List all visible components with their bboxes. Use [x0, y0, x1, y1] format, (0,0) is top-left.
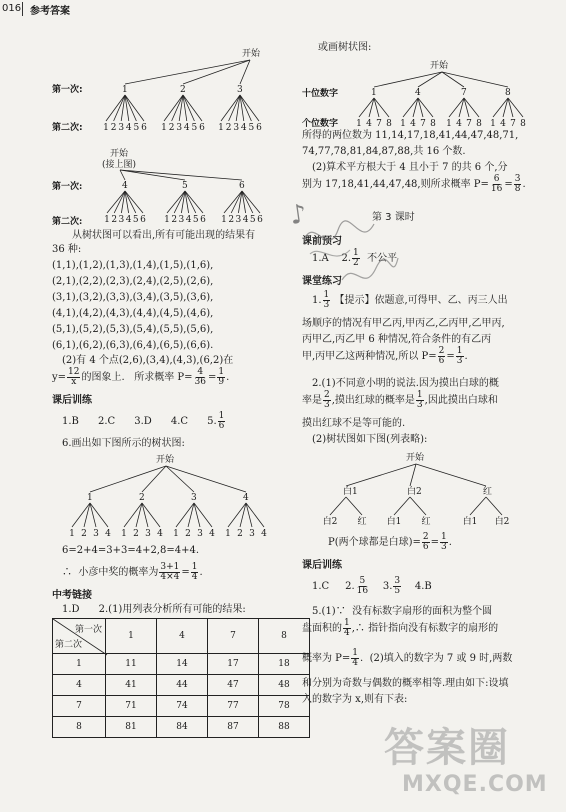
lesson-title: 第 3 课时 — [372, 212, 415, 223]
tree5-leaf: 红 — [357, 517, 367, 527]
page-header — [0, 0, 566, 22]
text-line: (2,1),(2,2),(2,3),(2,4),(2,5),(2,6), — [52, 276, 214, 287]
tree4-node: 7 — [461, 88, 467, 98]
tree2-branch — [120, 170, 185, 180]
tree1-node: 2 — [180, 85, 186, 95]
text-line: (5,1),(5,2),(5,3),(5,4),(5,5),(5,6), — [52, 324, 214, 335]
tree2-leaf: 4 — [125, 215, 132, 225]
tree2-leaf: 1 — [104, 215, 110, 225]
table-header: 4 — [157, 619, 208, 654]
tree5-leaf: 白1 — [386, 517, 402, 527]
tree3-leaf: 4 — [261, 529, 267, 539]
tree2-node: 4 — [122, 181, 128, 191]
tree3-leaf: 4 — [105, 529, 111, 539]
tree1-leaf: 2 — [110, 123, 117, 133]
tree2-leaf: 3 — [235, 215, 242, 225]
text-line: 场顺序的情况有甲乙丙,甲丙乙,乙丙甲,乙甲丙, — [302, 318, 505, 329]
tree4-leaf: 7 — [510, 119, 516, 129]
tree2-row2-label: 第二次: — [52, 217, 83, 227]
text-line: (3,1),(3,2),(3,3),(3,4),(3,5),(3,6), — [52, 292, 214, 303]
tree3-leaf: 2 — [81, 529, 87, 539]
tree2-leaf: 5 — [249, 215, 256, 225]
text-line: 入的数字为 x,则有下表: — [302, 694, 408, 705]
tree1-leaf: 2 — [225, 123, 232, 133]
text-line: 和分别为奇数与偶数的概率相等.理由如下:设填 — [302, 678, 509, 689]
tree3-leaf: 1 — [69, 529, 75, 539]
tree1-node: 3 — [237, 85, 243, 95]
text-line: 74,77,78,81,84,87,88,共 16 个数. — [302, 146, 466, 157]
section-title: 课堂练习 — [302, 276, 342, 287]
tree5-leaf: 白1 — [462, 517, 478, 527]
tree4-node: 8 — [505, 88, 511, 98]
tree4-leaf: 1 — [400, 119, 406, 129]
answers-line: 1.B 2.C 3.D 4.C 5. $\frac{1}{6}$ — [62, 411, 225, 431]
tree2-node: 6 — [239, 181, 245, 191]
tree3-leaf: 3 — [145, 529, 151, 539]
tree2-root: 开始 — [110, 149, 129, 159]
table-row: 4 41 44 47 48 — [53, 675, 310, 696]
tree4-branch — [442, 72, 508, 87]
tree1-leaf: 3 — [118, 123, 125, 133]
equation-6: 6=2+4=3+3=4+2,8=4+4. — [62, 545, 200, 556]
section-title: 中考链接 — [52, 590, 92, 601]
tree-diagram-3 — [60, 452, 290, 542]
tree5-node: 白1 — [343, 487, 358, 497]
text-line: (1,1),(1,2),(1,3),(1,4),(1,5),(1,6), — [52, 260, 214, 271]
tree4-leaf: 7 — [420, 119, 426, 129]
tree2-leaf: 1 — [164, 215, 170, 225]
tree3-root: 开始 — [156, 455, 175, 465]
watermark-logo: 答案圈 — [384, 725, 510, 771]
tree4-leaf: 1 — [356, 119, 362, 129]
tree1-node: 1 — [122, 85, 128, 95]
tree2-branch — [120, 170, 125, 180]
tree3-leaf: 2 — [185, 529, 191, 539]
text-line: (4,1),(4,2),(4,3),(4,4),(4,5),(4,6), — [52, 308, 214, 319]
tree4-leaf: 8 — [386, 119, 392, 129]
tree4-leaf: 4 — [456, 119, 462, 129]
tree4-node: 1 — [371, 88, 377, 98]
tree1-leaf: 6 — [256, 123, 262, 133]
tree1-leaf: 5 — [248, 123, 255, 133]
tree3-leaf: 4 — [157, 529, 163, 539]
results-table — [52, 618, 310, 738]
tree-diagram-4 — [302, 58, 552, 133]
section-title: 课前预习 — [302, 236, 342, 247]
tree5-leaf-branch — [330, 497, 346, 515]
text-line: 盘面积的 $\frac{1}{4}$ ,∴ 指针指向没有标数字的扇形的 — [302, 618, 499, 638]
tree1-leaf: 6 — [199, 123, 205, 133]
tree3-leaf: 4 — [209, 529, 215, 539]
tree3-leaf: 3 — [249, 529, 255, 539]
probability-6: ∴ 小彦中奖的概率为 $\frac{3+1}{4\times 4}$ = $\frac{1}{4}$ . — [62, 562, 203, 582]
probability-line: y= $\frac{12}{x}$ 的图象上. 所求概率 P= $\frac{4}{36}$ = $\frac{1}{9}$ . — [52, 367, 230, 387]
tree1-branch — [183, 60, 250, 84]
tree2-leaf: 4 — [242, 215, 249, 225]
probability-line: 甲,丙甲乙这两种情况,所以 P= $\frac{2}{6}$ = $\frac{1}{3}$ . — [302, 346, 468, 366]
tree2-leaf: 4 — [185, 215, 192, 225]
tree2-leaf: 3 — [178, 215, 185, 225]
tree-intro: 或画树状图: — [318, 42, 372, 53]
text-line: 丙甲乙,丙乙甲 6 种情况,符合条件的有乙丙 — [302, 334, 492, 345]
tree5-leaf-branch — [486, 497, 502, 515]
tree3-leaf: 2 — [133, 529, 139, 539]
watermark-logo: MXQE.COM — [402, 772, 548, 797]
header-divider — [22, 2, 23, 16]
tree5-leaf-branch — [394, 497, 410, 515]
tree3-branch — [166, 466, 246, 492]
tree1-leaf: 4 — [183, 123, 190, 133]
probability-line: P(两个球都是白球)= $\frac{2}{6}$ = $\frac{1}{3}$ . — [328, 532, 452, 552]
tree4-leaf: 7 — [376, 119, 382, 129]
table-header: 7 — [208, 619, 259, 654]
tree4-leaf: 4 — [500, 119, 506, 129]
tree1-branch — [240, 60, 250, 84]
tree5-leaf-branch — [470, 497, 486, 515]
tree3-node: 3 — [191, 493, 197, 503]
kt-line-1: 1. $\frac{1}{3}$ 【提示】依题意,可得甲、乙、丙三人出 — [312, 290, 508, 310]
tree5-node: 红 — [483, 487, 493, 497]
probability-line: 别为 17,18,41,44,47,48,则所求概率 P= $\frac{6}{16}$ = $\frac{3}{8}$ . — [302, 174, 526, 194]
tree4-row2-label: 个位数字 — [302, 119, 339, 129]
tree5-leaf: 红 — [421, 517, 431, 527]
probability-line: 率是 $\frac{2}{3}$ ,摸出红球的概率是 $\frac{1}{3}$ ,因此摸出白球和 — [302, 390, 498, 410]
handwriting-mark: ♪ — [287, 198, 309, 232]
kh-answers: 1.C 2. $\frac{5}{16}$ 3. $\frac{3}{5}$ 4.B — [312, 576, 432, 596]
tree1-leaf: 2 — [168, 123, 175, 133]
tree1-root: 开始 — [242, 49, 261, 59]
tree2-root-note: (接上图) — [102, 160, 137, 170]
section-title: 课后训练 — [302, 560, 342, 571]
tree5-branch — [410, 464, 416, 486]
tree1-leaf: 1 — [161, 123, 167, 133]
tree3-node: 1 — [87, 493, 93, 503]
tree2-leaf: 6 — [140, 215, 146, 225]
table-corner: 第一次 第二次 — [53, 619, 106, 654]
tree5-leaf-branch — [346, 497, 362, 515]
tree3-branch — [90, 466, 166, 492]
tree2-node: 5 — [182, 181, 188, 191]
handwriting-scribble — [340, 250, 400, 300]
tree1-row1-label: 第一次: — [52, 85, 83, 95]
tree1-leaf: 4 — [125, 123, 132, 133]
tree4-leaf: 4 — [366, 119, 372, 129]
question-6: 6.画出如下图所示的树状图: — [62, 438, 185, 449]
tree3-leaf: 3 — [93, 529, 99, 539]
table-header: 8 — [259, 619, 310, 654]
section-title: 课后训练 — [52, 395, 92, 406]
tree3-leaf: 1 — [173, 529, 179, 539]
tree3-leaf: 2 — [237, 529, 243, 539]
tree2-leaf: 2 — [171, 215, 178, 225]
tree3-leaf: 1 — [225, 529, 231, 539]
tree1-leaf: 3 — [233, 123, 240, 133]
tree3-node: 4 — [243, 493, 249, 503]
zk-line: 1.D 2.(1)用列表分析所有可能的结果: — [62, 604, 246, 615]
tree2-row1-label: 第一次: — [52, 182, 83, 192]
tree3-node: 2 — [139, 493, 145, 503]
tree1-leaf: 3 — [176, 123, 183, 133]
header-title: 参考答案 — [30, 6, 70, 17]
tree4-leaf: 8 — [520, 119, 526, 129]
tree5-branch — [346, 464, 416, 486]
tree4-leaf: 4 — [410, 119, 416, 129]
tree-diagram-1 — [50, 48, 320, 138]
table-row: 8 81 84 87 88 — [53, 717, 310, 738]
text-line: 概率为 P= $\frac{1}{4}$ . (2)填入的数字为 7 或 9 时,两数 — [302, 648, 513, 668]
tree3-leaf: 3 — [197, 529, 203, 539]
tree2-branch — [120, 170, 242, 180]
tree4-row1-label: 十位数字 — [302, 89, 339, 99]
tree3-leaf: 1 — [121, 529, 127, 539]
tree-diagram-5 — [310, 450, 540, 530]
tree5-leaf: 白2 — [322, 517, 338, 527]
tree1-row2-label: 第二次: — [52, 123, 83, 133]
text-line: 摸出红球不是等可能的. — [302, 418, 406, 429]
tree1-leaf: 6 — [141, 123, 147, 133]
table-row: 1 11 14 17 18 — [53, 654, 310, 675]
tree1-leaf: 5 — [191, 123, 198, 133]
tree4-branch — [374, 72, 442, 87]
tree4-leaf: 1 — [490, 119, 496, 129]
text-line: 2.(1)不同意小明的说法.因为摸出白球的概 — [312, 378, 499, 389]
tree1-leaf: 4 — [240, 123, 247, 133]
tree4-leaf: 1 — [446, 119, 452, 129]
tree4-node: 4 — [415, 88, 421, 98]
text-line: 36 种: — [52, 244, 82, 255]
text-line: 从树状图可以看出,所有可能出现的结果有 — [72, 230, 256, 241]
tree4-leaf: 8 — [430, 119, 436, 129]
tree5-root: 开始 — [406, 453, 425, 463]
tree2-leaf: 1 — [221, 215, 227, 225]
tree2-leaf: 5 — [192, 215, 199, 225]
tree5-leaf-branch — [410, 497, 426, 515]
text-line: 所得的两位数为 11,14,17,18,41,44,47,48,71, — [302, 130, 519, 141]
tree5-node: 白2 — [407, 487, 422, 497]
tree5-leaf: 白2 — [494, 517, 510, 527]
tree1-branch — [125, 60, 250, 84]
tree-diagram-2 — [50, 146, 320, 236]
tree2-leaf: 2 — [228, 215, 235, 225]
tree2-leaf: 3 — [118, 215, 125, 225]
text-line: 5.(1)∵ 没有标数字扇形的面积为整个圆 — [312, 606, 493, 617]
kq-answers: 1.A 2. $\frac{1}{2}$ 不公平 — [312, 248, 398, 268]
text-line: (2)有 4 个点(2,6),(3,4),(4,3),(6,2)在 — [62, 355, 234, 366]
table-header: 1 — [106, 619, 157, 654]
tree1-leaf: 5 — [133, 123, 140, 133]
tree1-leaf: 1 — [218, 123, 224, 133]
tree5-branch — [416, 464, 486, 486]
page-number: 016 — [2, 3, 22, 14]
table-row: 7 71 74 77 78 — [53, 696, 310, 717]
tree4-leaf: 8 — [476, 119, 482, 129]
text-line: (2)算术平方根大于 4 且小于 7 的共 6 个,分 — [312, 162, 508, 173]
tree2-leaf: 5 — [132, 215, 139, 225]
tree2-leaf: 6 — [257, 215, 263, 225]
tree1-leaf: 1 — [103, 123, 109, 133]
tree4-leaf: 7 — [466, 119, 472, 129]
text-line: (2)树状图如下图(列表略): — [312, 434, 428, 445]
tree2-leaf: 6 — [200, 215, 206, 225]
tree2-leaf: 2 — [111, 215, 118, 225]
tree4-root: 开始 — [430, 61, 449, 71]
tree3-branch — [166, 466, 194, 492]
text-line: (6,1),(6,2),(6,3),(6,4),(6,5),(6,6). — [52, 340, 214, 351]
